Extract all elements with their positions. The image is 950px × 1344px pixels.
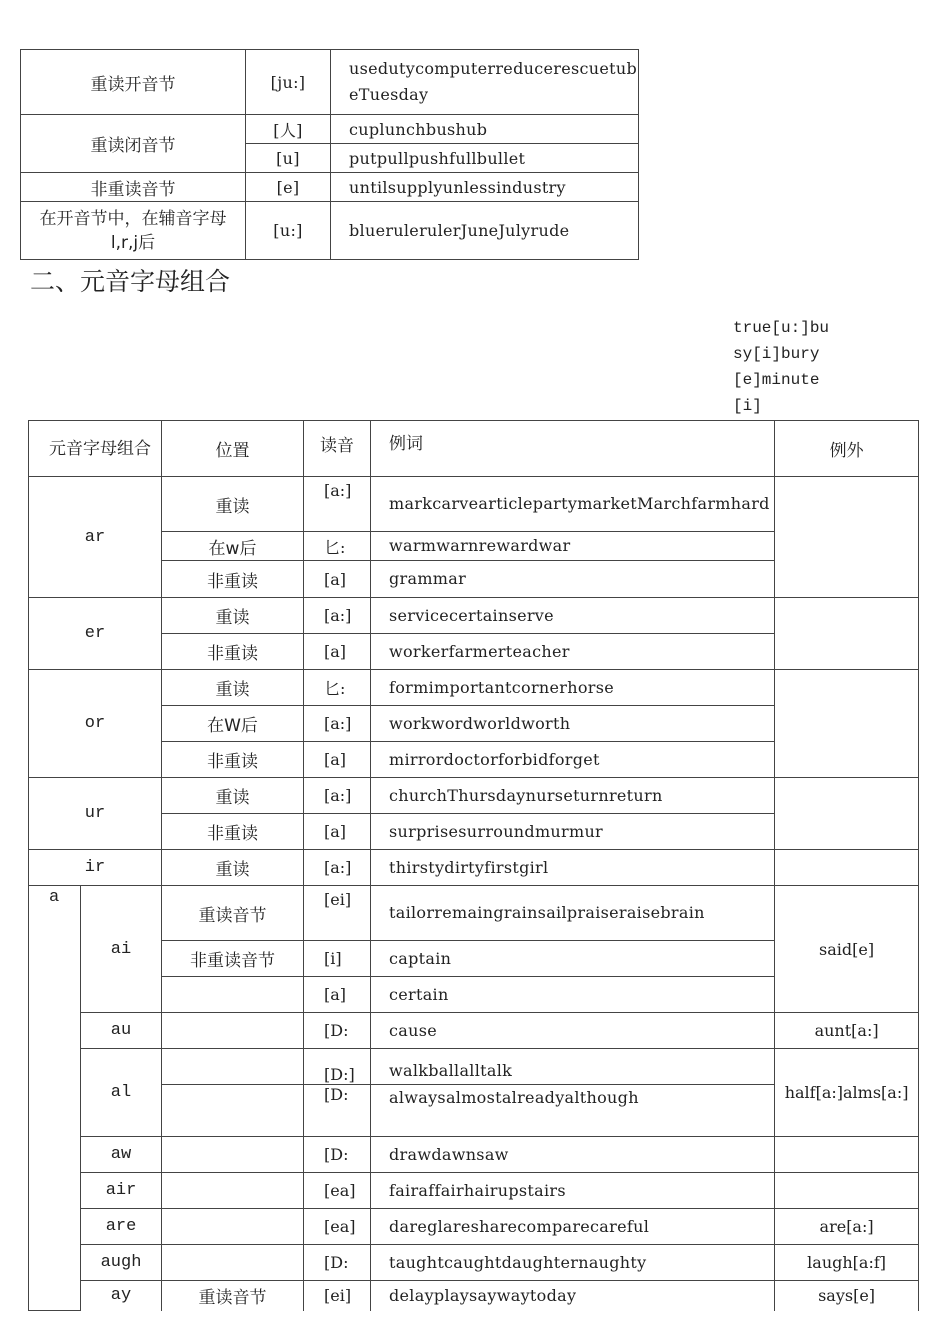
- group-ay: ay: [81, 1281, 162, 1311]
- position-cell: [162, 1137, 304, 1173]
- examples-cell: churchThursdaynurseturnreturn: [371, 778, 775, 814]
- phonetic-cell: [a:]: [304, 850, 371, 886]
- phonetic-cell: [u:]: [246, 202, 331, 260]
- exception-cell: half[a:]alms[a:]: [774, 1049, 919, 1137]
- examples-cell: certain: [371, 977, 775, 1013]
- group-ar: ar: [29, 477, 162, 598]
- phonetic-cell: [ei]: [304, 886, 371, 941]
- header-group: 元音字母组合: [29, 421, 162, 477]
- examples-cell: bluerulerulerJuneJulyrude: [331, 202, 639, 260]
- examples-cell: workwordworldworth: [371, 706, 775, 742]
- position-cell: [162, 1013, 304, 1049]
- exception-cell: [774, 477, 919, 598]
- position-cell: [162, 977, 304, 1013]
- exception-cell: [774, 1173, 919, 1209]
- position-cell: 非重读: [162, 814, 304, 850]
- examples-cell: taughtcaughtdaughternaughty: [371, 1245, 775, 1281]
- examples-cell: walkballalltalk: [371, 1049, 775, 1085]
- examples-cell: fairaffairhairupstairs: [371, 1173, 775, 1209]
- phonetic-cell: [a]: [304, 561, 371, 598]
- phonetic-cell: [D:: [304, 1245, 371, 1281]
- header-exception: 例外: [774, 421, 919, 477]
- phonetic-cell: [ea]: [304, 1173, 371, 1209]
- position-cell: 重读: [162, 778, 304, 814]
- position-cell: 在w后: [162, 532, 304, 561]
- examples-cell: servicecertainserve: [371, 598, 775, 634]
- group-aw: aw: [81, 1137, 162, 1173]
- group-or: or: [29, 670, 162, 778]
- phonetic-cell: [a]: [304, 742, 371, 778]
- examples-cell: putpullpushfullbullet: [331, 144, 639, 173]
- group-are: are: [81, 1209, 162, 1245]
- examples-cell: thirstydirtyfirstgirl: [371, 850, 775, 886]
- position-cell: 重读开音节: [21, 50, 246, 115]
- phonetic-cell: [i]: [304, 941, 371, 977]
- examples-cell: workerfarmerteacher: [371, 634, 775, 670]
- phonetic-cell: [a:]: [304, 778, 371, 814]
- examples-cell: usedutycomputerreducerescuetubeTuesday: [331, 50, 639, 115]
- exception-cell: said[e]: [774, 886, 919, 1013]
- phonetic-cell: [a:]: [304, 706, 371, 742]
- phonetic-cell: [e]: [246, 173, 331, 202]
- phonetic-cell: [D:: [304, 1085, 371, 1137]
- phonetic-cell: [D:: [304, 1137, 371, 1173]
- examples-cell: delayplaysaywaytoday: [371, 1281, 775, 1311]
- position-cell: 重读: [162, 670, 304, 706]
- position-cell: 重读音节: [162, 886, 304, 941]
- phonetic-cell: [a:]: [304, 598, 371, 634]
- phonetic-cell: [a:]: [304, 477, 371, 532]
- group-augh: augh: [81, 1245, 162, 1281]
- examples-cell: dareglaresharecomparecareful: [371, 1209, 775, 1245]
- position-cell: 非重读: [162, 561, 304, 598]
- phonetic-cell: [u]: [246, 144, 331, 173]
- position-cell: 非重读: [162, 742, 304, 778]
- position-cell: 非重读音节: [162, 941, 304, 977]
- examples-cell: alwaysalmostalreadyalthough: [371, 1085, 775, 1137]
- exception-cell: are[a:]: [774, 1209, 919, 1245]
- header-sound: 读音: [304, 421, 371, 477]
- position-cell: 在开音节中，在辅音字母l,r,j后: [21, 202, 246, 260]
- examples-cell: mirrordoctorforbidforget: [371, 742, 775, 778]
- phonetic-cell: 匕:: [304, 532, 371, 561]
- group-er: er: [29, 598, 162, 670]
- position-cell: [162, 1049, 304, 1085]
- exception-cell: [774, 778, 919, 850]
- header-position: 位置: [162, 421, 304, 477]
- position-cell: 非重读音节: [21, 173, 246, 202]
- position-cell: 重读: [162, 850, 304, 886]
- examples-cell: drawdawnsaw: [371, 1137, 775, 1173]
- position-cell: 在W后: [162, 706, 304, 742]
- group-ur: ur: [29, 778, 162, 850]
- examples-cell: untilsupplyunlessindustry: [331, 173, 639, 202]
- position-cell: 非重读: [162, 634, 304, 670]
- exception-cell: [774, 598, 919, 670]
- exception-cell: aunt[a:]: [774, 1013, 919, 1049]
- phonetic-cell: [a]: [304, 634, 371, 670]
- vowel-combination-table: [28, 420, 919, 1311]
- examples-cell: surprisesurroundmurmur: [371, 814, 775, 850]
- header-examples: 例词: [371, 421, 775, 477]
- phonetic-cell: [a]: [304, 814, 371, 850]
- position-cell: 重读: [162, 598, 304, 634]
- phonetic-cell: [a]: [304, 977, 371, 1013]
- position-cell: 重读: [162, 477, 304, 532]
- group-al: al: [81, 1049, 162, 1137]
- side-note: true[u:]busy[i]bury[e]minute[i]: [733, 319, 830, 415]
- examples-cell: captain: [371, 941, 775, 977]
- group-a: a: [29, 886, 81, 1311]
- position-cell: 重读闭音节: [21, 115, 246, 173]
- group-air: air: [81, 1173, 162, 1209]
- group-ir: ir: [29, 850, 162, 886]
- position-cell: [162, 1173, 304, 1209]
- phonetic-cell: 匕:: [304, 670, 371, 706]
- examples-cell: warmwarnrewardwar: [371, 532, 775, 561]
- group-au: au: [81, 1013, 162, 1049]
- group-ai: ai: [81, 886, 162, 1013]
- section-title: 二、元音字母组合: [30, 267, 231, 296]
- exception-cell: [774, 1137, 919, 1173]
- exception-cell: [774, 670, 919, 778]
- position-cell: [162, 1245, 304, 1281]
- examples-cell: cuplunchbushub: [331, 115, 639, 144]
- examples-cell: markcarvearticlepartymarketMarchfarmhard: [371, 477, 775, 532]
- phonetic-cell: [ea]: [304, 1209, 371, 1245]
- vowel-u-table: [20, 49, 639, 260]
- position-cell: [162, 1209, 304, 1245]
- position-cell: 重读音节: [162, 1281, 304, 1311]
- exception-cell: [774, 850, 919, 886]
- examples-cell: grammar: [371, 561, 775, 598]
- phonetic-cell: [D:: [304, 1013, 371, 1049]
- examples-cell: cause: [371, 1013, 775, 1049]
- exception-cell: laugh[a:f]: [774, 1245, 919, 1281]
- position-cell: [162, 1085, 304, 1137]
- examples-cell: tailorremaingrainsailpraiseraisebrain: [371, 886, 775, 941]
- phonetic-cell: [ju:]: [246, 50, 331, 115]
- phonetic-cell: [ei]: [304, 1281, 371, 1311]
- examples-cell: formimportantcornerhorse: [371, 670, 775, 706]
- phonetic-cell: [D:]: [304, 1049, 371, 1085]
- phonetic-cell: [人]: [246, 115, 331, 144]
- exception-cell: says[e]: [774, 1281, 919, 1311]
